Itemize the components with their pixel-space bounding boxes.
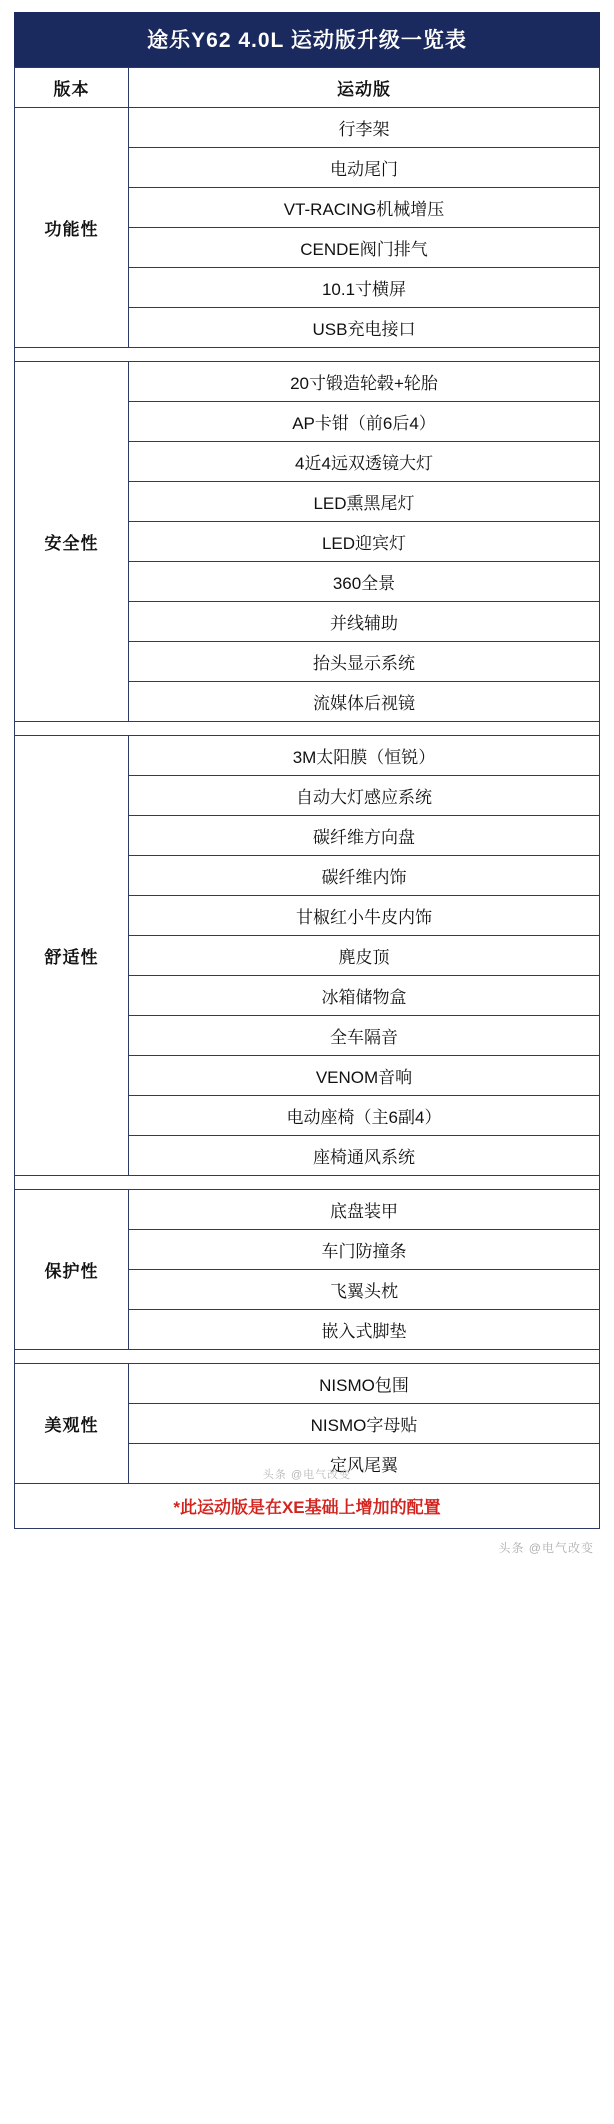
spacer-cell xyxy=(15,1350,600,1364)
item-cell: 电动座椅（主6副4） xyxy=(129,1096,600,1136)
table-row xyxy=(15,1364,600,1404)
item-cell: 10.1寸横屏 xyxy=(129,268,600,308)
item-cell: 麂皮顶 xyxy=(129,936,600,976)
group-spacer xyxy=(15,1176,600,1190)
group-spacer xyxy=(15,348,600,362)
item-cell: 飞翼头枕 xyxy=(129,1270,600,1310)
spec-table-body xyxy=(15,68,600,1484)
item-cell: 车门防撞条 xyxy=(129,1230,600,1270)
item-cell: 20寸锻造轮毂+轮胎 xyxy=(129,362,600,402)
item-cell: 流媒体后视镜 xyxy=(129,682,600,722)
item-cell: 定风尾翼 xyxy=(129,1444,600,1484)
item-cell: 底盘装甲 xyxy=(129,1190,600,1230)
item-cell: 抬头显示系统 xyxy=(129,642,600,682)
footnote: *此运动版是在XE基础上增加的配置 xyxy=(14,1484,600,1529)
table-row xyxy=(15,736,600,776)
item-cell: NISMO字母贴 xyxy=(129,1404,600,1444)
category-cell-3: 保护性 xyxy=(15,1190,129,1350)
item-cell: 自动大灯感应系统 xyxy=(129,776,600,816)
item-cell: NISMO包围 xyxy=(129,1364,600,1404)
item-cell: VENOM音响 xyxy=(129,1056,600,1096)
group-spacer xyxy=(15,1350,600,1364)
item-cell: 电动尾门 xyxy=(129,148,600,188)
spacer-cell xyxy=(15,722,600,736)
item-cell: VT-RACING机械增压 xyxy=(129,188,600,228)
item-cell: 3M太阳膜（恒锐） xyxy=(129,736,600,776)
spec-table xyxy=(14,67,600,1484)
item-cell: USB充电接口 xyxy=(129,308,600,348)
spacer-cell xyxy=(15,348,600,362)
group-spacer xyxy=(15,722,600,736)
watermark-bottom: 头条 @电气改变 xyxy=(498,1541,594,1555)
item-cell: AP卡钳（前6后4） xyxy=(129,402,600,442)
item-cell: 嵌入式脚垫 xyxy=(129,1310,600,1350)
header-value-cell: 运动版 xyxy=(129,68,600,108)
item-cell: 座椅通风系统 xyxy=(129,1136,600,1176)
item-cell: 4近4远双透镜大灯 xyxy=(129,442,600,482)
page-title: 途乐Y62 4.0L 运动版升级一览表 xyxy=(14,12,600,67)
table-row xyxy=(15,108,600,148)
item-cell: 甘椒红小牛皮内饰 xyxy=(129,896,600,936)
item-cell: 碳纤维方向盘 xyxy=(129,816,600,856)
item-cell: 冰箱储物盒 xyxy=(129,976,600,1016)
table-header-row xyxy=(15,68,600,108)
watermark-middle: 头条 @电气改变 xyxy=(262,1469,352,1481)
item-cell: LED熏黑尾灯 xyxy=(129,482,600,522)
item-cell: 360全景 xyxy=(129,562,600,602)
item-cell: 并线辅助 xyxy=(129,602,600,642)
category-cell-0: 功能性 xyxy=(15,108,129,348)
table-row xyxy=(15,362,600,402)
category-cell-1: 安全性 xyxy=(15,362,129,722)
item-cell: 行李架 xyxy=(129,108,600,148)
category-cell-4: 美观性 xyxy=(15,1364,129,1484)
item-cell: 碳纤维内饰 xyxy=(129,856,600,896)
item-cell: 全车隔音 xyxy=(129,1016,600,1056)
header-label-cell: 版本 xyxy=(15,68,129,108)
item-cell: LED迎宾灯 xyxy=(129,522,600,562)
table-row xyxy=(15,1190,600,1230)
item-cell: CENDE阀门排气 xyxy=(129,228,600,268)
category-cell-2: 舒适性 xyxy=(15,736,129,1176)
spacer-cell xyxy=(15,1176,600,1190)
